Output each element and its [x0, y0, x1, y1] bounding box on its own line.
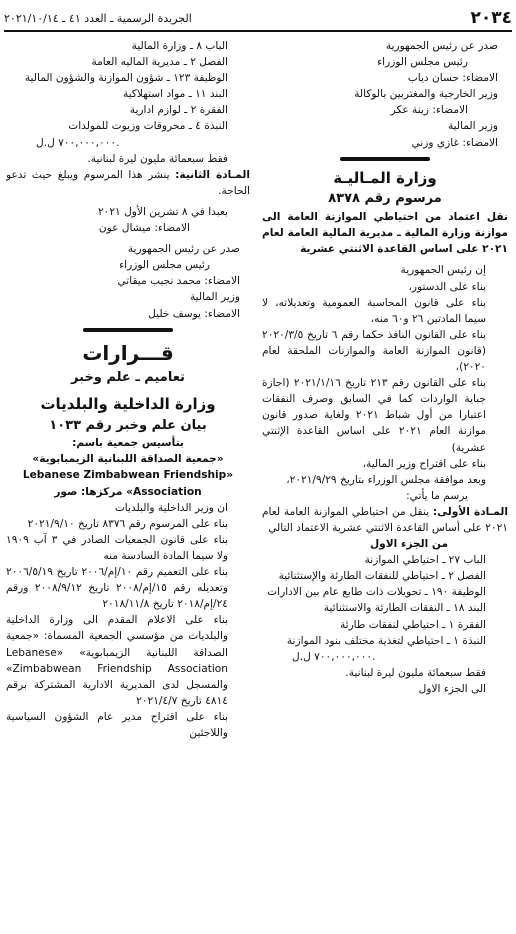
journal-title: الجريدة الرسمية ـ العدد ٤١ ـ ٢٠٢١/١٠/١٤	[4, 11, 192, 25]
signature-line: الامضاء: يوسف خليل	[148, 307, 240, 320]
left-column	[6, 38, 250, 741]
decree-subject: نقل اعتماد من احتياطي الموازنة العامة الى موازنة وزارة المالية ـ مديرية المالية العامة لعام ٢٠٢١ على اساس القاعدة الاثنتي عشرية	[262, 211, 508, 256]
paragraph: إن رئيس الجمهورية	[400, 264, 486, 277]
budget-line: الفصل ٢ ـ احتياطي للنفقات الطارئة والإستثنائية	[278, 570, 486, 583]
budget-line: الفصل ٢ ـ مديرية الماليه العامة	[91, 56, 228, 69]
paragraph: بناء على قانون المحاسبة العمومية وتعديلاته، لا سيما المادتين ٢٦ و٦٠ منه،	[262, 296, 486, 325]
paragraph: بناء على القانون رقم ٢١٣ تاريخ ٢٠٢١/١/١٦ (اجازة جباية الواردات كما في السابق وصرف النفقات اعتبارا من أول شباط ٢٠٢١ ولغاية صدور قانون موازنة العام ٢٠٢١ على اساس القاعدة الإثنتي عشرية)	[262, 377, 486, 454]
signature-line: صدر عن رئيس الجمهورية	[127, 243, 240, 256]
signature-line: الامضاء: حسان دياب	[407, 72, 498, 85]
amount: ٧٠٠,٠٠٠,٠٠٠ ل.ل.	[36, 136, 120, 149]
paragraph: بناء على اقتراح مدير عام الشؤون السياسية واللاجئين	[6, 710, 228, 739]
decisions-heading: قـــرارات	[82, 340, 174, 365]
paragraph: بناء على الاعلام المقدم الى وزارة الداخلية والبلديات من مؤسسي الجمعية المسماة: «جمعية الصداقة اللبنانية الزيمبابوية» «Lebanese Zimbabwean Friendship Association» والمسجل لدى المديرية الادارية المشتركة برقم ٤٨١٤ تاريخ ٢٠٢١/٤/٧	[6, 614, 228, 707]
signature-line: رئيس مجلس الوزراء	[119, 259, 210, 272]
part-heading: الى الجزء الاول	[418, 682, 486, 695]
section-divider	[83, 328, 173, 332]
signature-line: صدر عن رئيس الجمهورية	[385, 40, 498, 52]
ministry-heading: وزارة المـاليـة	[333, 168, 437, 187]
amount-words: فقط سبعمائة مليون ليرة لبنانية.	[345, 666, 486, 679]
article-text: ينشر هذا المرسوم ويبلغ حيث تدعو الحاجة.	[6, 168, 250, 197]
budget-line: النبذة ١ ـ احتياطي لتغذية مختلف بنود الموازنة	[286, 634, 486, 647]
page-number: ٢٠٣٤	[470, 8, 512, 28]
part-heading: من الجزء الاول	[369, 538, 448, 551]
budget-line: الفقرة ٢ ـ لوازم ادارية	[129, 104, 228, 117]
article-two	[6, 167, 250, 199]
budget-line: الباب ٢٧ ـ احتياطي الموازنة	[364, 554, 486, 567]
paragraph: ان وزير الداخلية والبلديات	[114, 501, 228, 514]
paragraph: بناء على المرسوم رقم ٨٣٧٦ تاريخ ٢٠٢١/٩/١٠	[27, 517, 228, 530]
budget-line: الوظيفة ١٢٣ ـ شؤون الموازنة والشؤون المالية	[24, 72, 228, 85]
notice-number: بيان علم وخبر رقم ١٠٣٣	[49, 417, 207, 433]
signature-line: الامضاء: ميشال عون	[98, 222, 190, 235]
paragraph: بناء على التعميم رقم ١٠/إم/٢٠٠٦ تاريخ ٢٠٠٦/٥/١٩ وتعديله رقم ١٥/إم/٢٠٠٨ تاريخ ٢٠٠٨/٩/١٢ ورقم ٢٤/إم/٢٠١٨ تاريخ ٢٠١٨/١١/٨	[6, 566, 228, 611]
founding-line: بتأسيس جمعية باسم:	[72, 437, 184, 450]
paragraph: بناء على اقتراح وزير المالية،	[362, 457, 486, 470]
budget-line: البند ١١ ـ مواد استهلاكية	[122, 88, 228, 101]
signature-line: وزير المالية	[447, 120, 498, 133]
budget-line: النبذة ٤ ـ محروقات وزيوت للمولدات	[68, 120, 228, 133]
signature-line: وزير الخارجية والمغتربين بالوكالة	[354, 88, 498, 101]
ministry-heading: وزارة الداخلية والبلديات	[40, 394, 216, 413]
decree-number: مرسوم رقم ٨٣٧٨	[328, 191, 442, 207]
budget-line: الوظيفة ١٩٠ ـ تحويلات ذات طابع عام بين الادارات	[267, 586, 486, 599]
association-name-en: «Lebanese Zimbabwean Friendship Association» مركزها: صور	[22, 469, 234, 498]
section-divider	[340, 157, 430, 161]
article-one	[262, 504, 508, 536]
association-name-ar: «جمعية الصداقة اللبنانية الزيمبابوية»	[32, 453, 224, 466]
right-column	[262, 38, 508, 697]
paragraph: يرسم ما يأتي:	[406, 489, 468, 502]
paragraph: وبعد موافقة مجلس الوزراء بتاريخ ٢٠٢١/٩/٢٩،	[286, 473, 486, 486]
signature-line: وزير المالية	[189, 291, 240, 304]
signature-line: الامضاء: زينة عكر	[390, 104, 468, 117]
paragraph: بناء على الدستور،	[408, 280, 486, 293]
signature-line: رئيس مجلس الوزراء	[377, 56, 468, 69]
date-line: بعبدا في ٨ تشرين الأول ٢٠٢١	[97, 205, 228, 218]
budget-line: الفقرة ١ ـ احتياطي لنفقات طارئة	[339, 618, 486, 631]
budget-line: الباب ٨ ـ وزارة المالية	[131, 40, 228, 52]
budget-line: البند ١٨ ـ النفقات الطارئة والاستثنائية	[323, 602, 486, 615]
paragraph: بناء على القانون النافذ حكما رقم ٦ تاريخ ٢٠٢٠/٣/٥ (قانون الموازنة العامة والموازنات الملحقة لعام ٢٠٢٠)،	[262, 328, 486, 374]
signature-line: الامضاء: غازي وزني	[411, 136, 498, 149]
decisions-subheading: تعاميم ـ علم وخبر	[71, 369, 185, 385]
page-header	[4, 6, 512, 32]
signature-line: الامضاء: محمد نجيب ميقاتي	[117, 275, 240, 288]
amount: ٧٠٠,٠٠٠,٠٠٠ ل.ل.	[292, 650, 376, 663]
article-text: ينقل من احتياطي الموازنة العامة لعام ٢٠٢١ على أساس القاعدة الاثنتي عشرية الاعتماد التالي	[262, 505, 508, 534]
paragraph: بناء على قانون الجمعيات الصادر في ٣ آب ١٩٠٩ ولا سيما المادة السادسة منه	[6, 533, 228, 562]
article-label: المـادة الثانية:	[175, 168, 250, 181]
amount-words: فقط سبعمائة مليون ليرة لبنانية.	[87, 152, 228, 165]
article-label: المـادة الأولى:	[432, 505, 508, 518]
